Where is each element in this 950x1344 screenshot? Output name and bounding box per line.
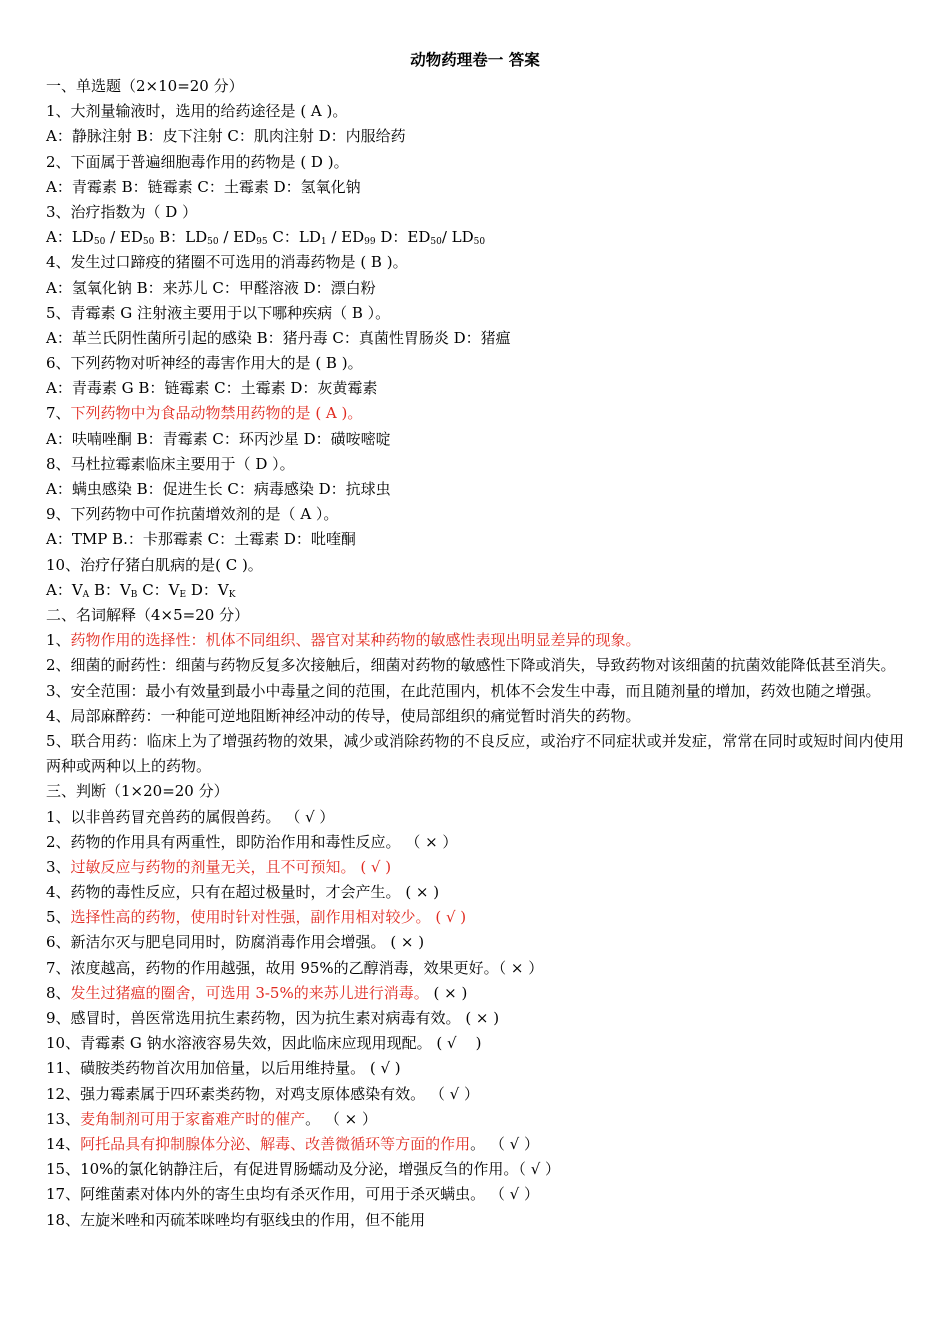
options-line: A：氢氧化钠 B：来苏儿 C：甲醛溶液 D：漂白粉: [46, 278, 376, 297]
question-line: 4、发生过口蹄疫的猪圈不可选用的消毒药物是 ( B )。: [46, 253, 408, 272]
judgment-item-highlighted: 8、发生过猪瘟的圈舍，可选用 3-5%的来苏儿进行消毒。 ( × ): [46, 983, 468, 1002]
options-line: A：青霉素 B：链霉素 C：土霉素 D：氢氧化钠: [46, 177, 361, 196]
judgment-item: 11、磺胺类药物首次用加倍量，以后用维持量。 ( √ ): [46, 1059, 401, 1078]
options-line: A：呋喃唑酮 B：青霉素 C：环丙沙星 D：磺咹嘧啶: [46, 429, 391, 448]
question-line: 10、治疗仔猪白肌病的是( C )。: [46, 555, 263, 574]
question-line: 2、下面属于普遍细胞毒作用的药物是 ( D )。: [46, 152, 349, 171]
judgment-item: 12、强力霉素属于四环素类药物，对鸡支原体感染有效。 （ √ ）: [46, 1084, 479, 1103]
judgment-item: 6、新洁尔灭与肥皂同用时，防腐消毒作用会增强。 ( × ): [46, 933, 425, 952]
options-line: A：螨虫感染 B：促进生长 C：病毒感染 D：抗球虫: [46, 480, 391, 498]
section-heading-definitions: 二、名词解释（4×5=20 分）: [46, 605, 250, 624]
judgment-item: 10、青霉素 G 钠水溶液容易失效，因此临床应现用现配。 ( √ ): [46, 1034, 482, 1053]
judgment-item-highlighted: 3、过敏反应与药物的剂量无关，且不可预知。 ( √ ): [46, 857, 392, 876]
judgment-item-highlighted: 13、麦角制剂可用于家畜难产时的催产。 （ × ）: [46, 1109, 377, 1128]
question-line: 9、下列药物中可作抗菌增效剂的是（ A ）。: [46, 505, 339, 524]
definition-item: 5、联合用药：临床上为了增强药物的效果，减少或消除药物的不良反应，或治疗不同症状或并发症，常常在同时或短时间内使用两种或两种以上的药物。: [46, 731, 904, 776]
vitamin-options: A：$V_A$ B：$V_B$ C：$V_E$ D：$V_K$: [46, 580, 236, 600]
judgment-item: 17、阿维菌素对体内外的寄生虫均有杀灭作用，可用于杀灭螨虫。 （ √ ）: [46, 1185, 539, 1204]
definition-item: 4、局部麻醉药：一种能可逆地阻断神经冲动的传导，使局部组织的痛觉暂时消失的药物。: [46, 706, 641, 725]
question-line: 3、治疗指数为（ D ）: [46, 202, 198, 221]
judgment-item: 2、药物的作用具有两重性，即防治作用和毒性反应。 （ × ）: [46, 832, 458, 851]
question-line: 1、大剂量输液时，选用的给药途径是 ( A )。: [46, 102, 348, 121]
options-line: A：TMP B.：卡那霉素 C：土霉素 D：吡喹酮: [46, 530, 356, 549]
judgment-item-highlighted: 14、阿托品具有抑制腺体分泌、解毒、改善微循环等方面的作用。 （ √ ）: [46, 1134, 539, 1153]
section-heading-single-choice: 一、单选题（2×10=20 分）: [46, 77, 244, 95]
definition-item-highlighted: 1、药物作用的选择性：机体不同组织、器官对某种药物的敏感性表现出明显差异的现象。: [46, 631, 641, 650]
judgment-item: 15、10%的氯化钠静注后，有促进胃肠蠕动及分泌，增强反刍的作用。（ √ ）: [46, 1160, 561, 1179]
definition-item: 2、细菌的耐药性：细菌与药物反复多次接触后，细菌对药物的敏感性下降或消失，导致药物对该细菌的抗菌效能降低甚至消失。: [46, 656, 896, 675]
judgment-item: 9、感冒时，兽医常选用抗生素药物，因为抗生素对病毒有效。 ( × ): [46, 1009, 500, 1028]
section-heading-true-false: 三、判断（1×20=20 分）: [46, 782, 229, 801]
judgment-item: 18、左旋米唑和丙硫苯咪唑均有驱线虫的作用，但不能用: [46, 1210, 426, 1229]
definition-item: 3、安全范围：最小有效量到最小中毒量之间的范围，在此范围内，机体不会发生中毒，而且随剂量的增加，药效也随之增强。: [46, 681, 881, 700]
options-line: A：静脉注射 B：皮下注射 C：肌肉注射 D：内服给药: [46, 127, 406, 146]
question-line: 6、下列药物对听神经的毒害作用大的是 ( B )。: [46, 354, 363, 373]
options-line: A：青毒素 G B：链霉素 C：土霉素 D：灰黄霉素: [46, 379, 378, 398]
therapeutic-index-options: A：$LD_{50} / ED_{50}$ B：$LD_{50} / ED_{95}$ C：$LD_1 / ED_{99}$ D：$ED_{50}/$ $LD_{50}$: [46, 228, 486, 248]
options-line: A：革兰氏阴性菌所引起的感染 B：猪丹毒 C：真菌性胃肠炎 D：猪瘟: [46, 328, 511, 347]
judgment-item: 7、浓度越高，药物的作用越强，故用 95%的乙醇消毒，效果更好。（ × ）: [46, 958, 544, 977]
question-line: 5、青霉素 G 注射液主要用于以下哪种疾病（ B ）。: [46, 303, 391, 322]
judgment-item-highlighted: 5、选择性高的药物，使用时针对性强，副作用相对较少。 ( √ ): [46, 908, 467, 927]
page-title: 动物药理卷一 答案: [410, 50, 540, 69]
judgment-item: 1、以非兽药冒充兽药的属假兽药。 （ √ ）: [46, 807, 335, 826]
question-line-highlighted: 7、下列药物中为食品动物禁用药物的是 ( A )。: [46, 404, 363, 423]
question-line: 8、马杜拉霉素临床主要用于（ D ）。: [46, 454, 295, 473]
judgment-item: 4、药物的毒性反应，只有在超过极量时，才会产生。 ( × ): [46, 883, 440, 902]
